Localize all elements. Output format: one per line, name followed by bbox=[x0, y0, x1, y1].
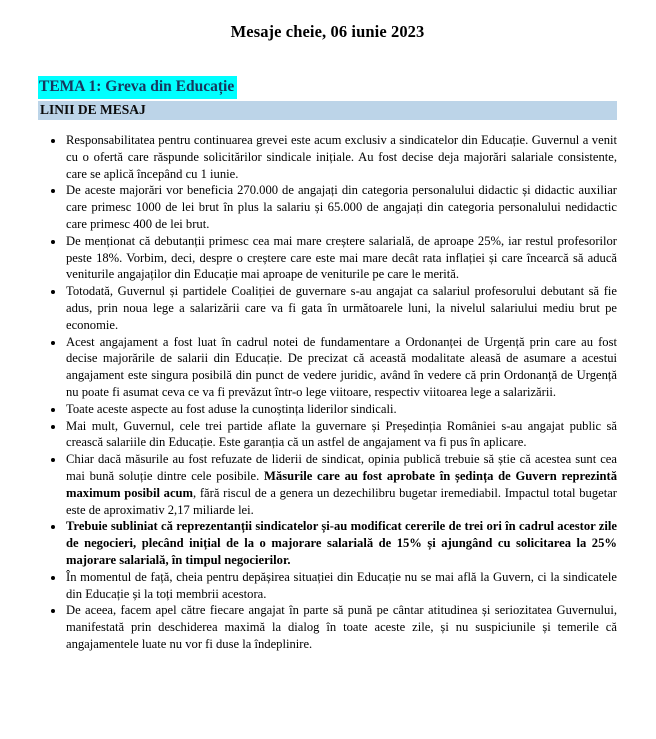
bullet-text: De aceea, facem apel către fiecare angajat în parte să pună pe cântar atitudinea și seriozitatea Guvernului, manifestată prin deschiderea maximă la dialog în toate aceste zile, și nu suspiciunile și temerile că angajamentele luate nu vor fi duse la îndeplinire. bbox=[66, 603, 617, 651]
message-list bbox=[38, 132, 617, 653]
bullet-text: , fără riscul de a genera un dezechilibru bugetar iremediabil. Impactul total bugetar este de aproximativ 2,17 miliarde lei. bbox=[66, 485, 617, 517]
theme-heading-row bbox=[38, 76, 617, 99]
bullet-item bbox=[65, 401, 617, 418]
section-subheading: LINII DE MESAJ bbox=[38, 101, 617, 120]
bullet-text: În momentul de față, cheia pentru depășirea situației din Educație nu se mai află la Guvern, ci la sindicatele din Educație și la toți membrii acestora. bbox=[66, 569, 617, 601]
bullet-item bbox=[65, 334, 617, 401]
bullet-text: Acest angajament a fost luat în cadrul notei de fundamentare a Ordonanței de Urgență prin care au fost decise majorările de salarii din Educație. De precizat că această modalitate aleasă de asumare a acestui angajament este singura posibilă din punct de vedere juridic, având în vedere că prin Ordonanță de Urgență nu poate fi asumat ceva ce va fi prevăzut într-o lege viitoare, respectiv viitoarea lege a salarizării. bbox=[66, 334, 617, 399]
bullet-text: Toate aceste aspecte au fost aduse la cunoștința liderilor sindicali. bbox=[66, 401, 397, 416]
bullet-item bbox=[65, 182, 617, 232]
bullet-item bbox=[65, 418, 617, 452]
bullet-text: Mai mult, Guvernul, cele trei partide aflate la guvernare și Președinția României s-au angajat public să crească salariile din Educație. Este garanția că un astfel de angajament va fi pus în aplicare. bbox=[66, 418, 617, 450]
bullet-item bbox=[65, 602, 617, 652]
bullet-item bbox=[65, 132, 617, 182]
bullet-item bbox=[65, 518, 617, 568]
bullet-text: De aceste majorări vor beneficia 270.000 de angajați din categoria personalului didactic și didactic auxiliar care primesc 1000 de lei brut în plus la salariu și 65.000 de angajați din categoria personalului nedidactic care primesc 400 de lei brut. bbox=[66, 183, 617, 231]
bullet-text-bold: Măsurile care au fost aprobate în ședința de Guvern reprezintă maximum posibil acum bbox=[66, 468, 617, 500]
theme-heading: TEMA 1: Greva din Educație bbox=[38, 76, 237, 99]
bullet-item bbox=[65, 233, 617, 283]
bullet-item bbox=[65, 569, 617, 603]
document-title: Mesaje cheie, 06 iunie 2023 bbox=[230, 22, 425, 41]
bullet-text: Totodată, Guvernul și partidele Coaliției de guvernare s-au angajat ca salariul profesorului debutant să fie adus, prin noua lege a salarizării care va fi gata în următoarele luni, la nivelul salariului mediu brut pe economie. bbox=[66, 284, 617, 332]
bullet-text-bold: Trebuie subliniat că reprezentanții sindicatelor și-au modificat cererile de trei ori în cadrul acestor zile de negocieri, plecând inițial de la o majorare salarială de 15% și ajungând cu solicitarea la 25% majorare salarială, în timpul negocierilor. bbox=[66, 519, 617, 567]
bullet-item bbox=[65, 451, 617, 518]
bullet-text: Responsabilitatea pentru continuarea grevei este acum exclusiv a sindicatelor din Educație. Guvernul a venit cu o ofertă care răspunde solicitărilor sindicale inițiale. Au fost decise deja majorări salariale consistente, care se aplică începând cu 1 iunie. bbox=[66, 133, 617, 181]
bullet-item bbox=[65, 283, 617, 333]
bullet-text: Chiar dacă măsurile au fost refuzate de liderii de sindicat, opinia publică trebuie să știe că acestea sunt cea mai bună soluție dintre cele posibile. bbox=[66, 452, 617, 483]
bullet-text: De menționat că debutanții primesc cea mai mare creștere salarială, de aproape 25%, iar restul profesorilor peste 18%. Vorbim, deci, despre o creștere care este mai mare decât rata inflației și care încearcă să aducă veniturile angajaților din Educație mai aproape de veniturile pe care le merită. bbox=[66, 233, 617, 282]
